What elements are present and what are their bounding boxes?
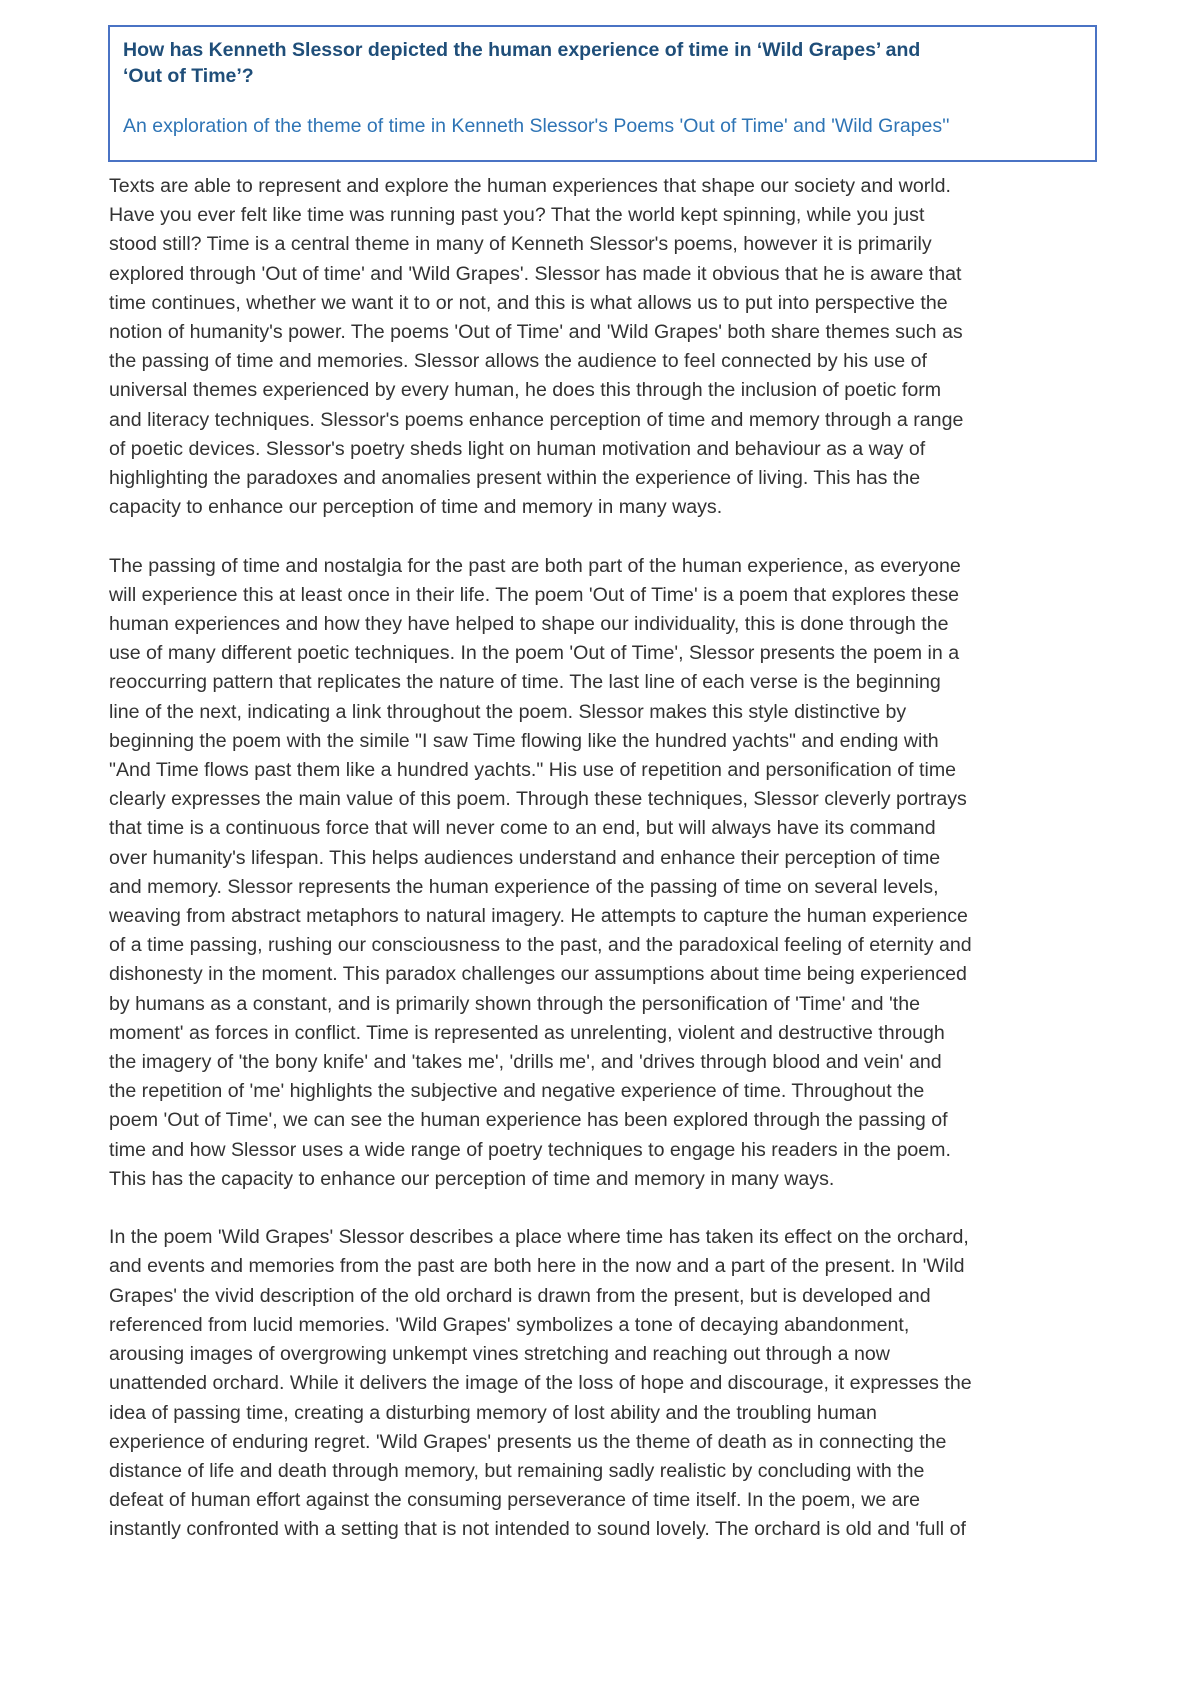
paragraph-line: will experience this at least once in their life. The poem 'Out of Time' is a poem that explores these (109, 583, 960, 606)
paragraph-line: referenced from lucid memories. 'Wild Grapes' symbolizes a tone of decaying abandonment, (109, 1313, 910, 1336)
paragraph-line: The passing of time and nostalgia for the past are both part of the human experience, as everyone (109, 554, 961, 577)
paragraph-line: beginning the poem with the simile "I saw Time flowing like the hundred yachts" and ending with (109, 729, 939, 752)
paragraph-line: idea of passing time, creating a disturbing memory of lost ability and the troubling human (109, 1401, 877, 1424)
paragraph-line: stood still? Time is a central theme in many of Kenneth Slessor's poems, however it is primarily (109, 233, 932, 256)
paragraph-line: that time is a continuous force that will never come to an end, but will always have its command (109, 817, 936, 840)
paragraph-line: unattended orchard. While it delivers the image of the loss of hope and discourage, it expresses the (109, 1372, 972, 1395)
paragraph-line: weaving from abstract metaphors to natural imagery. He attempts to capture the human experience (109, 905, 968, 928)
paragraph-line: In the poem 'Wild Grapes' Slessor describes a place where time has taken its effect on the orchard, (109, 1226, 969, 1249)
paragraph-line: defeat of human effort against the consuming perseverance of time itself. In the poem, we are (109, 1489, 921, 1512)
paragraph-line: poem 'Out of Time', we can see the human experience has been explored through the passing of (109, 1109, 948, 1132)
paragraph-line: explored through 'Out of time' and 'Wild Grapes'. Slessor has made it obvious that he is aware that (109, 262, 962, 285)
paragraph-line: and literacy techniques. Slessor's poems enhance perception of time and memory through a range (109, 408, 964, 431)
paragraph-line: and events and memories from the past are both here in the now and a part of the present. In 'Wild (109, 1255, 965, 1278)
paragraph-line: capacity to enhance our perception of time and memory in many ways. (109, 496, 723, 519)
paragraph-line: line of the next, indicating a link throughout the poem. Slessor makes this style distinctive by (109, 700, 907, 723)
paragraph-line: clearly expresses the main value of this poem. Through these techniques, Slessor cleverly portrays (109, 788, 967, 811)
paragraph-line: arousing images of overgrowing unkempt vines stretching and reaching out through a now (109, 1343, 890, 1366)
paragraph-line: the imagery of 'the bony knife' and 'takes me', 'drills me', and 'drives through blood and vein' and (109, 1051, 942, 1074)
paragraph-line: of a time passing, rushing our consciousness to the past, and the paradoxical feeling of eternity and (109, 934, 972, 957)
essay-body (109, 172, 1101, 1574)
paragraph-line: Grapes' the vivid description of the old orchard is drawn from the present, but is developed and (109, 1284, 931, 1307)
paragraph-line: the repetition of 'me' highlights the subjective and negative experience of time. Throughout the (109, 1080, 925, 1103)
paragraph-line: use of many different poetic techniques. In the poem 'Out of Time', Slessor presents the poem in a (109, 642, 960, 665)
paragraph-line: Texts are able to represent and explore the human experiences that shape our society and world. (109, 175, 951, 197)
title-line: ‘Out of Time’? (123, 65, 254, 87)
paragraph-line: dishonesty in the moment. This paradox challenges our assumptions about time being experienced (109, 963, 967, 986)
paragraph-line: This has the capacity to enhance our perception of time and memory in many ways. (109, 1167, 835, 1190)
paragraph-line: notion of humanity's power. The poems 'Out of Time' and 'Wild Grapes' both share themes such as (109, 321, 963, 344)
paragraph-line: by humans as a constant, and is primarily shown through the personification of 'Time' and 'the (109, 992, 921, 1015)
paragraph-line: instantly confronted with a setting that is not intended to sound lovely. The orchard is old and 'full of (109, 1518, 966, 1541)
paragraph-line: and memory. Slessor represents the human experience of the passing of time on several levels, (109, 875, 939, 898)
paragraph-line: "And Time flows past them like a hundred yachts." His use of repetition and personification of time (109, 759, 957, 782)
body-paragraph (109, 1223, 1101, 1544)
paragraph-line: of poetic devices. Slessor's poetry sheds light on human motivation and behaviour as a way of (109, 437, 926, 460)
paragraph-line: distance of life and death through memory, but remaining sadly realistic by concluding with the (109, 1459, 925, 1482)
essay-title (123, 37, 1083, 89)
title-box (108, 25, 1097, 162)
paragraph-line: human experiences and how they have helped to shape our individuality, this is done through the (109, 613, 949, 636)
paragraph-line: highlighting the paradoxes and anomalies present within the experience of living. This has the (109, 467, 921, 490)
paragraph-line: time and how Slessor uses a wide range of poetry techniques to engage his readers in the poem. (109, 1138, 951, 1161)
essay-subtitle: An exploration of the theme of time in Kenneth Slessor's Poems 'Out of Time' and 'Wild Grapes'' (123, 115, 950, 137)
paragraph-line: moment' as forces in conflict. Time is represented as unrelenting, violent and destructive through (109, 1021, 945, 1044)
paragraph-line: universal themes experienced by every human, he does this through the inclusion of poetic form (109, 379, 942, 402)
title-line: How has Kenneth Slessor depicted the human experience of time in ‘Wild Grapes’ and (123, 39, 921, 61)
body-paragraph (109, 172, 1101, 522)
paragraph-line: Have you ever felt like time was running past you? That the world kept spinning, while you just (109, 204, 925, 227)
paragraph-line: the passing of time and memories. Slessor allows the audience to feel connected by his use of (109, 350, 927, 373)
paragraph-line: over humanity's lifespan. This helps audiences understand and enhance their perception of time (109, 846, 941, 869)
paragraph-line: time continues, whether we want it to or not, and this is what allows us to put into perspective the (109, 291, 948, 314)
paragraph-line: experience of enduring regret. 'Wild Grapes' presents us the theme of death as in connecting the (109, 1430, 947, 1453)
paragraph-line: reoccurring pattern that replicates the nature of time. The last line of each verse is the beginning (109, 671, 941, 694)
body-paragraph (109, 552, 1101, 1194)
